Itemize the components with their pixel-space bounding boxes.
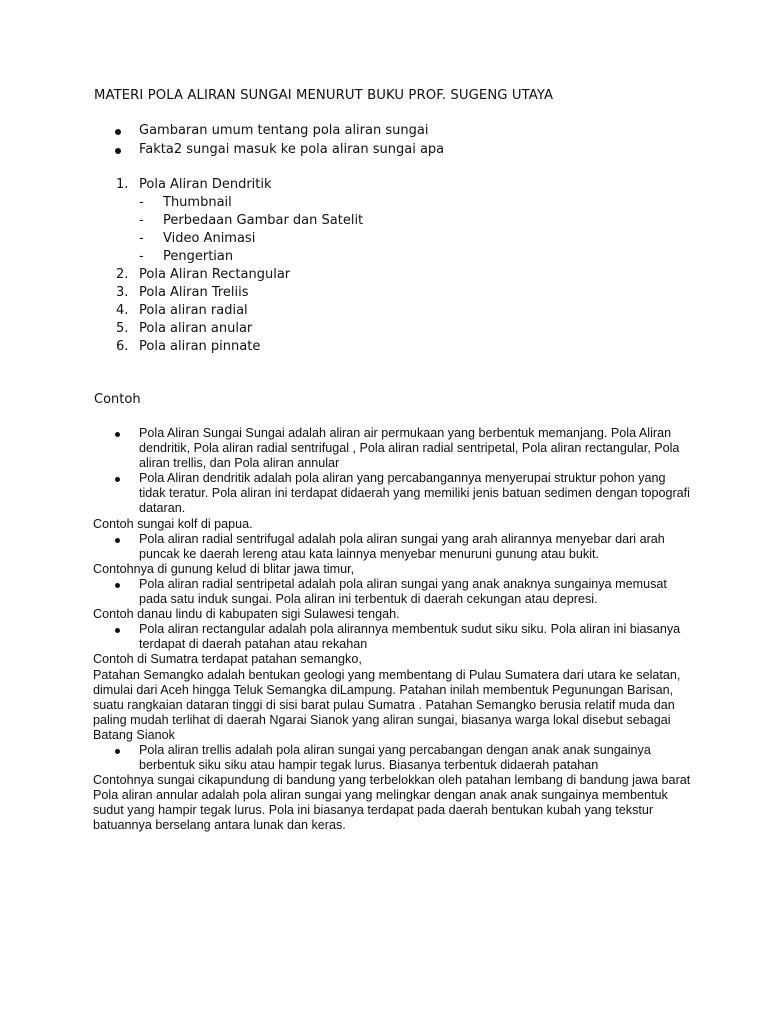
bullet-text: Pola aliran radial sentrifugal adalah pola aliran sungai yang arah alirannya menyebar dari arah puncak ke daerah lereng atau kata lainnya menyebar menuruni gunung atau bukit.: [139, 531, 665, 561]
bullet-text: Pola Aliran dendritik adalah pola aliran yang percabangannya menyerupai struktur pohon yang tidak teratur. Pola aliran ini terdapat didaerah yang memiliki jenis batuan sedimen dengan topografi dataran.: [139, 471, 690, 516]
bullet-text: Pola Aliran Sungai Sungai adalah aliran air permukaan yang berbentuk memanjang. Pola Aliran dendritik, Pola aliran radial sentrifugal , Pola aliran radial sentripetal, Pola aliran rectangular, Pola aliran trellis, dan Pola aliran annular: [139, 426, 680, 471]
sub-item-label: Thumbnail: [163, 195, 232, 210]
body-bullet: [93, 577, 693, 607]
bullet-text: Pola aliran rectangular adalah pola alirannya membentuk sudut siku siku. Pola aliran ini biasanya terdapat di daerah patahan atau rekahan: [139, 622, 681, 652]
dash-marker: -: [139, 231, 144, 246]
body-paragraph: Contoh danau lindu di kabupaten sigi Sulawesi tengah.: [93, 607, 400, 622]
body-paragraph: Contoh sungai kolf di papua.: [93, 516, 253, 531]
section-heading: Contoh: [94, 392, 141, 407]
body-paragraph: Contohnya sungai cikapundung di bandung yang terbelokkan oleh patahan lembang di bandung jawa barat Pola aliran annular adalah pola aliran sungai yang melingkar dengan anak anak sungainya membentuk sudut yang hampir tegak lurus. Pola ini biasanya terdapat pada daerah bentukan kubah yang tekstur batuannya berselang antara lunak dan keras.: [93, 773, 691, 833]
bullet-text: Pola aliran radial sentripetal adalah pola aliran sungai yang anak anaknya sungainya memusat pada satu induk sungai. Pola aliran ini terbentuk di daerah cekungan atau depresi.: [139, 576, 667, 607]
item-number: 4.: [116, 303, 129, 318]
bullet-icon: [115, 432, 120, 437]
bullet-icon: [115, 583, 120, 588]
sub-item-label: Video Animasi: [163, 231, 256, 246]
bullet-icon: [115, 129, 121, 135]
bullet-icon: [115, 749, 120, 754]
body-bullet: [93, 532, 693, 562]
body-bullet: [93, 622, 693, 652]
item-label: Pola aliran pinnate: [139, 339, 261, 354]
body-bullet: [93, 471, 693, 516]
item-number: 6.: [116, 339, 129, 354]
item-label: Pola aliran anular: [139, 321, 253, 336]
dash-marker: -: [139, 249, 144, 264]
dash-marker: -: [139, 213, 144, 228]
body-bullet: [93, 743, 693, 773]
item-number: 5.: [116, 321, 129, 336]
item-number: 2.: [116, 267, 129, 282]
body-paragraph: Patahan Semangko adalah bentukan geologi yang membentang di Pulau Sumatera dari utara ke selatan, dimulai dari Aceh hingga Teluk Semangka diLampung. Patahan inilah membentuk Pegunungan Barisan, suatu rangkaian dataran tinggi di sisi barat pulau Sumatra . Patahan Semangko berusia relatif muda dan paling mudah terlihat di daerah Ngarai Sianok yang aliran sungai, biasanya warga lokal disebut sebagai Batang Sianok: [93, 667, 681, 742]
document-title: MATERI POLA ALIRAN SUNGAI MENURUT BUKU PROF. SUGENG UTAYA: [94, 88, 554, 103]
item-number: 1.: [116, 177, 129, 192]
body-paragraph: Contohnya di gunung kelud di blitar jawa timur,: [93, 561, 355, 576]
list-item-text: Fakta2 sungai masuk ke pola aliran sungai apa: [139, 142, 445, 157]
bullet-icon: [115, 538, 120, 543]
bullet-text: Pola aliran trellis adalah pola aliran sungai yang percabangan dengan anak anak sungainya berbentuk siku siku atau hampir tegak lurus. Biasanya terbentuk didaerah patahan: [139, 742, 651, 773]
item-label: Pola aliran radial: [139, 303, 248, 318]
item-label: Pola Aliran Rectangular: [139, 267, 291, 282]
sub-item-label: Pengertian: [163, 249, 234, 264]
item-number: 3.: [116, 285, 129, 300]
bullet-icon: [115, 628, 120, 633]
item-label: Pola Aliran Treliis: [139, 285, 249, 300]
body-paragraph: Contoh di Sumatra terdapat patahan semangko,: [93, 652, 362, 667]
bullet-icon: [115, 148, 121, 154]
sub-item-label: Perbedaan Gambar dan Satelit: [163, 213, 364, 228]
bullet-icon: [115, 477, 120, 482]
body-bullet: [93, 426, 693, 471]
item-label: Pola Aliran Dendritik: [139, 177, 272, 192]
list-item-text: Gambaran umum tentang pola aliran sungai: [139, 123, 429, 138]
dash-marker: -: [139, 195, 144, 210]
body-text: [93, 426, 693, 834]
